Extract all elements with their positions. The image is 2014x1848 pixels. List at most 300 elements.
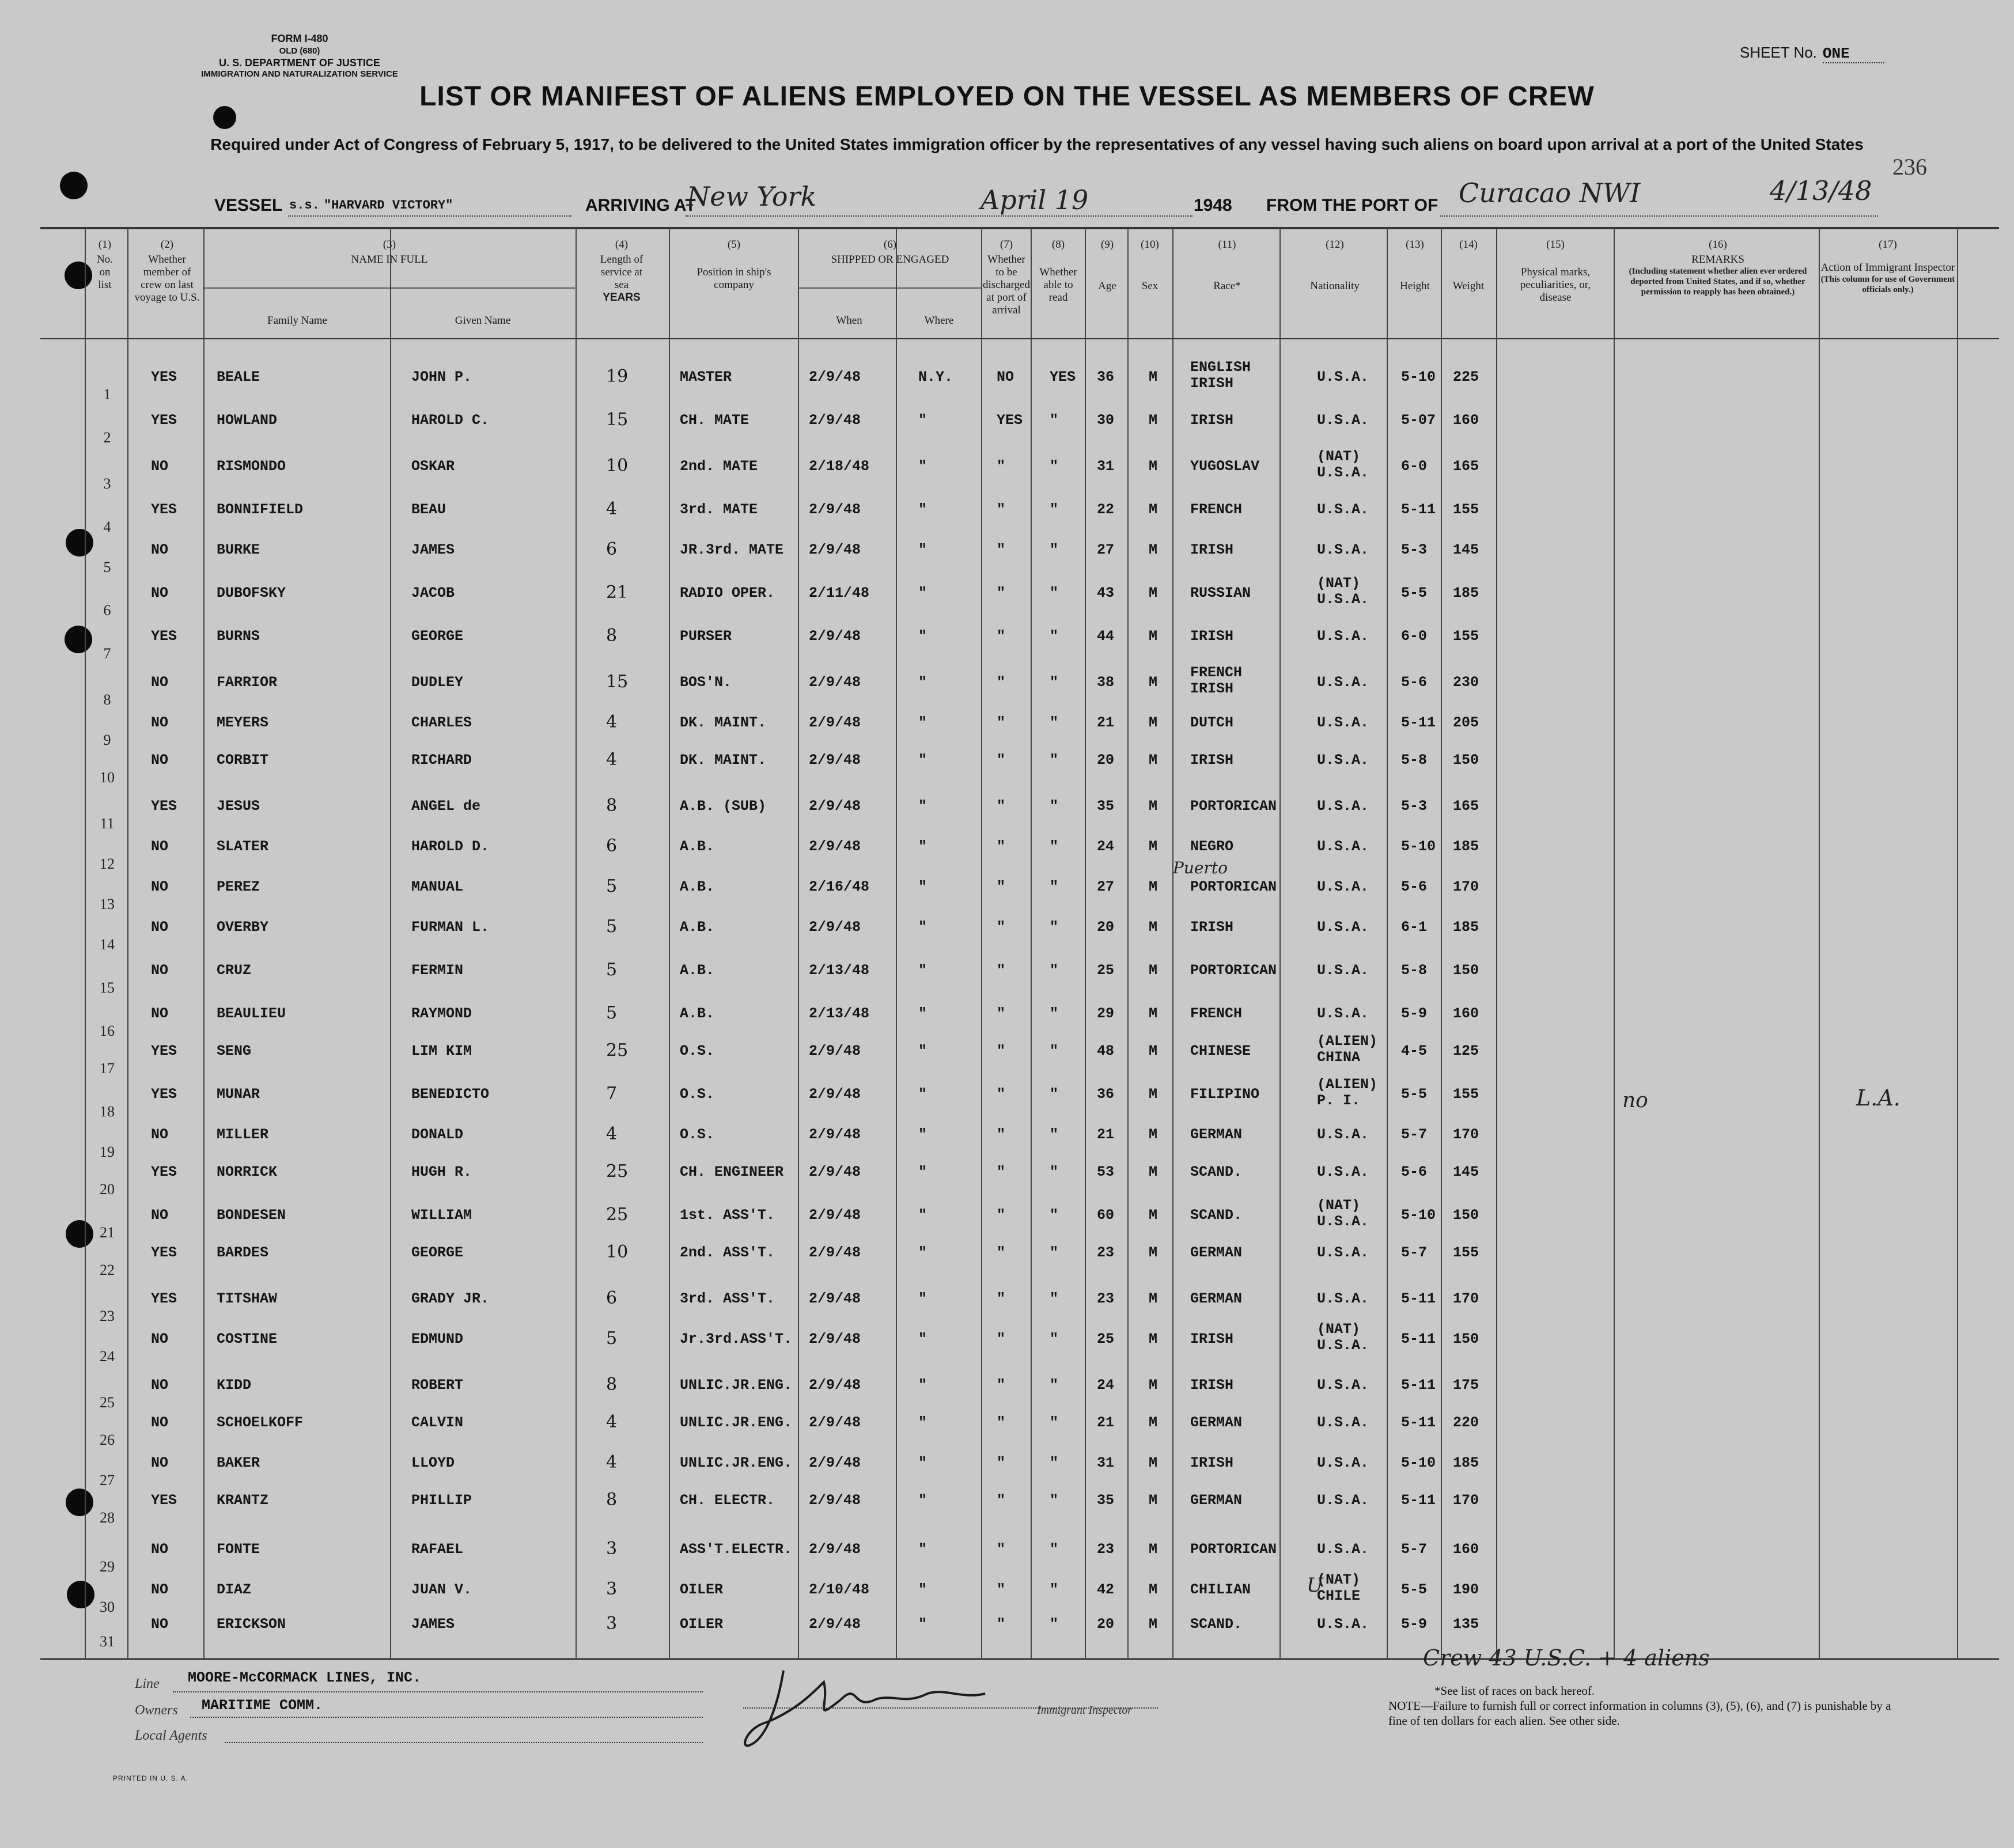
sex-cell: M (1149, 1207, 1158, 1224)
nationality-cell (1317, 1321, 1369, 1354)
shipped-when-cell: 2/9/48 (809, 674, 861, 691)
col15-label: Physical marks, peculiarities, or, disease (1520, 266, 1591, 304)
discharged-cell: " (997, 878, 1006, 895)
col9-label: Age (1098, 280, 1116, 292)
nationality-cell-line: (NAT) (1317, 1321, 1361, 1338)
position-cell: OILER (680, 1616, 724, 1633)
shipped-where-cell: " (918, 628, 928, 645)
height-cell: 5-7 (1401, 1541, 1428, 1558)
discharged-cell: " (997, 1581, 1006, 1598)
agents-dotline (225, 1742, 703, 1743)
nationality-cell: U.S.A. (1317, 674, 1369, 691)
nationality-cell-line: CHINA (1317, 1049, 1361, 1066)
nationality-cell: U.S.A. (1317, 412, 1369, 429)
age-cell: 25 (1097, 962, 1115, 979)
shipped-when-cell: 2/9/48 (809, 919, 861, 936)
col6-header (801, 238, 979, 266)
nationality-cell: U.S.A. (1317, 962, 1369, 979)
shipped-when-cell: 2/9/48 (809, 1164, 861, 1180)
weight-cell: 150 (1453, 962, 1479, 979)
position-cell: A.B. (SUB) (680, 798, 767, 815)
given-name-cell: JAMES (411, 1616, 455, 1633)
row-number: 30 (100, 1599, 115, 1615)
row-number: 27 (100, 1472, 115, 1489)
shipped-where-cell: " (918, 1331, 928, 1347)
sex-cell: M (1149, 369, 1158, 385)
age-cell: 23 (1097, 1290, 1115, 1307)
family-name-cell: JESUS (217, 798, 260, 815)
height-cell: 5-07 (1401, 412, 1436, 429)
able-to-read-cell: " (1050, 541, 1059, 558)
last-voyage-cell: NO (151, 714, 169, 731)
row-number: 3 (103, 475, 111, 492)
race-cell: FILIPINO (1190, 1086, 1260, 1103)
sex-cell: M (1149, 541, 1158, 558)
age-cell: 27 (1097, 878, 1115, 895)
race-cell: PORTORICAN (1190, 1541, 1277, 1558)
shipped-where-cell: " (918, 1244, 928, 1261)
given-name-cell: ANGEL de (411, 798, 481, 815)
row-number: 9 (103, 732, 111, 748)
row-number: 17 (100, 1060, 115, 1077)
weight-cell: 205 (1453, 714, 1479, 731)
height-cell: 5-11 (1401, 1377, 1436, 1393)
nationality-cell: U.S.A. (1317, 878, 1369, 895)
shipped-where-cell: " (918, 1290, 928, 1307)
able-to-read-cell: " (1050, 458, 1059, 475)
weight-cell: 160 (1453, 1541, 1479, 1558)
shipped-where-cell: " (918, 1005, 928, 1022)
family-name-cell: COSTINE (217, 1331, 278, 1347)
position-cell: A.B. (680, 919, 715, 936)
col17-num: (17) (1879, 238, 1897, 251)
able-to-read-cell: " (1050, 1043, 1059, 1059)
last-voyage-cell: NO (151, 1616, 169, 1633)
race-cell: PORTORICAN (1190, 798, 1277, 815)
shipped-when-cell: 2/9/48 (809, 1492, 861, 1509)
col14-num: (14) (1459, 238, 1478, 251)
col16-header (1618, 238, 1818, 297)
sex-cell: M (1149, 752, 1158, 768)
row-number: 24 (100, 1348, 115, 1365)
nationality-cell: U.S.A. (1317, 369, 1369, 385)
race-cell: GERMAN (1190, 1290, 1243, 1307)
position-cell: A.B. (680, 878, 715, 895)
age-cell: 24 (1097, 838, 1115, 855)
sex-cell: M (1149, 1492, 1158, 1509)
nationality-cell-line: P. I. (1317, 1092, 1361, 1109)
remarks-annotation-18: no (1622, 1089, 1648, 1112)
given-name-cell: RICHARD (411, 752, 472, 768)
last-voyage-cell: NO (151, 1126, 169, 1143)
row-number: 7 (103, 645, 111, 662)
inspector-label: Immigrant Inspector (1037, 1704, 1132, 1717)
row-number: 12 (100, 855, 115, 872)
discharged-cell: " (997, 714, 1006, 731)
discharged-cell: " (997, 1541, 1006, 1558)
row-number: 25 (100, 1394, 115, 1411)
arriving-dotline (686, 215, 1192, 217)
family-name-cell: HOWLAND (217, 412, 278, 429)
race-cell-line: FRENCH (1190, 664, 1243, 681)
age-cell: 23 (1097, 1244, 1115, 1261)
owners-label: Owners (135, 1703, 178, 1718)
sex-cell: M (1149, 1244, 1158, 1261)
service-years-cell: 5 (606, 960, 618, 980)
age-cell: 38 (1097, 674, 1115, 691)
col3-label: NAME IN FULL (351, 253, 428, 266)
col11-label: Race* (1213, 280, 1241, 292)
col1-label: No. on list (97, 253, 113, 291)
shipped-where-cell: " (918, 798, 928, 815)
shipped-when-cell: 2/9/48 (809, 1414, 861, 1431)
given-name-cell: RAYMOND (411, 1005, 472, 1022)
height-cell: 6-0 (1401, 458, 1428, 475)
shipped-when-cell: 2/9/48 (809, 1290, 861, 1307)
sex-cell: M (1149, 919, 1158, 936)
position-cell: JR.3rd. MATE (680, 541, 784, 558)
age-cell: 44 (1097, 628, 1115, 645)
weight-cell: 155 (1453, 501, 1479, 518)
race-cell: CHINESE (1190, 1043, 1251, 1059)
col3-num: (3) (383, 238, 396, 251)
discharged-cell: " (997, 919, 1006, 936)
family-name-cell: BONDESEN (217, 1207, 286, 1224)
service-years-cell: 3 (606, 1579, 618, 1599)
nationality-cell: U.S.A. (1317, 1414, 1369, 1431)
service-years-cell: 5 (606, 917, 618, 937)
arriving-port: New York (687, 181, 817, 212)
discharged-cell: " (997, 838, 1006, 855)
position-cell: A.B. (680, 962, 715, 979)
family-name-cell: SCHOELKOFF (217, 1414, 304, 1431)
nationality-cell: U.S.A. (1317, 1244, 1369, 1261)
race-cell: IRISH (1190, 1455, 1234, 1471)
family-name-cell: FARRIOR (217, 674, 278, 691)
position-cell: CH. MATE (680, 412, 749, 429)
row-number: 16 (100, 1023, 115, 1039)
nationality-cell (1317, 449, 1369, 481)
given-name-cell: GRADY JR. (411, 1290, 490, 1307)
age-cell: 60 (1097, 1207, 1115, 1224)
family-name-cell: BARDES (217, 1244, 269, 1261)
shipped-where-cell: N.Y. (918, 369, 953, 385)
discharged-cell: " (997, 1043, 1006, 1059)
able-to-read-cell: " (1050, 919, 1059, 936)
col1-num: (1) (98, 238, 112, 251)
sex-cell: M (1149, 1086, 1158, 1103)
shipped-when-cell: 2/18/48 (809, 458, 870, 475)
shipped-when-cell: 2/13/48 (809, 962, 870, 979)
age-cell: 20 (1097, 919, 1115, 936)
able-to-read-cell: " (1050, 1377, 1059, 1393)
shipped-when-cell: 2/9/48 (809, 501, 861, 518)
col2-num: (2) (160, 238, 174, 251)
shipped-where-cell: " (918, 1207, 928, 1224)
last-voyage-cell: NO (151, 674, 169, 691)
race-cell: IRISH (1190, 1377, 1234, 1393)
given-name-cell: GEORGE (411, 1244, 464, 1261)
puerto-annotation: Puerto (1173, 858, 1228, 877)
service-years-cell: 4 (606, 1124, 618, 1144)
row-number: 8 (103, 691, 111, 708)
discharged-cell: " (997, 1086, 1006, 1103)
height-cell: 5-3 (1401, 798, 1428, 815)
shipped-where-cell: " (918, 585, 928, 601)
position-cell: BOS'N. (680, 674, 732, 691)
col7-label: Whether to be discharged at port of arrival (983, 253, 1030, 316)
able-to-read-cell: " (1050, 1492, 1059, 1509)
department: U. S. DEPARTMENT OF JUSTICE (219, 57, 380, 69)
discharged-cell: " (997, 1414, 1006, 1431)
discharged-cell: " (997, 1207, 1006, 1224)
row-number: 20 (100, 1181, 115, 1198)
discharged-cell: " (997, 1290, 1006, 1307)
able-to-read-cell: " (1050, 1126, 1059, 1143)
age-cell: 31 (1097, 1455, 1115, 1471)
shipped-where-cell: " (918, 838, 928, 855)
remarks-annotation-17: L.A. (1856, 1085, 1901, 1111)
family-name-cell: ERICKSON (217, 1616, 286, 1633)
given-name-cell: EDMUND (411, 1331, 464, 1347)
shipped-when-cell: 2/9/48 (809, 1126, 861, 1143)
sex-cell: M (1149, 878, 1158, 895)
given-name-cell: DUDLEY (411, 674, 464, 691)
shipped-when-cell: 2/9/48 (809, 1207, 861, 1224)
height-cell: 5-10 (1401, 1207, 1436, 1224)
height-cell: 5-10 (1401, 1455, 1436, 1471)
height-cell: 5-9 (1401, 1616, 1428, 1633)
given-name-cell: DONALD (411, 1126, 464, 1143)
last-voyage-cell: YES (151, 1164, 177, 1180)
row-number: 6 (103, 602, 111, 619)
last-voyage-cell: NO (151, 919, 169, 936)
last-voyage-cell: NO (151, 1414, 169, 1431)
shipped-where-cell: " (918, 674, 928, 691)
family-name-cell: OVERBY (217, 919, 269, 936)
discharged-cell: " (997, 1616, 1006, 1633)
vessel-dotline (288, 215, 571, 217)
row-number: 11 (100, 815, 115, 832)
nationality-cell: U.S.A. (1317, 628, 1369, 645)
family-name-cell: MEYERS (217, 714, 269, 731)
able-to-read-cell: YES (1050, 369, 1076, 385)
shipped-when-cell: 2/9/48 (809, 838, 861, 855)
family-name-cell: BURKE (217, 541, 260, 558)
race-cell-line: IRISH (1190, 375, 1234, 392)
sex-cell: M (1149, 1164, 1158, 1180)
family-name-cell: BAKER (217, 1455, 260, 1471)
able-to-read-cell: " (1050, 1455, 1059, 1471)
shipped-when-cell: 2/9/48 (809, 1541, 861, 1558)
column-rules (85, 228, 1958, 1659)
sex-cell: M (1149, 1126, 1158, 1143)
col4-label: Length of service at sea (600, 253, 643, 291)
given-name-cell: FERMIN (411, 962, 464, 979)
service-years-cell: 4 (606, 1452, 618, 1472)
family-name-cell: SENG (217, 1043, 252, 1059)
position-cell: CH. ELECTR. (680, 1492, 775, 1509)
col8-num: (8) (1051, 238, 1065, 251)
col15-num: (15) (1546, 238, 1565, 251)
able-to-read-cell: " (1050, 1616, 1059, 1633)
race-cell: IRISH (1190, 919, 1234, 936)
discharged-cell: " (997, 962, 1006, 979)
service-years-cell: 6 (606, 539, 618, 559)
col12-label: Nationality (1310, 280, 1360, 292)
discharged-cell: " (997, 798, 1006, 815)
position-cell: 2nd. MATE (680, 458, 758, 475)
service-years-cell: 25 (606, 1205, 629, 1225)
age-cell: 24 (1097, 1377, 1115, 1393)
sex-cell: M (1149, 1005, 1158, 1022)
height-cell: 6-1 (1401, 919, 1428, 936)
height-cell: 5-11 (1401, 1331, 1436, 1347)
sex-cell: M (1149, 1377, 1158, 1393)
col16-num: (16) (1709, 238, 1727, 251)
race-cell: IRISH (1190, 752, 1234, 768)
weight-cell: 125 (1453, 1043, 1479, 1059)
service-years-cell: 21 (606, 582, 629, 603)
able-to-read-cell: " (1050, 501, 1059, 518)
position-cell: UNLIC.JR.ENG. (680, 1377, 793, 1393)
height-cell: 5-5 (1401, 1086, 1428, 1103)
shipped-where-cell: " (918, 1377, 928, 1393)
shipped-where-cell: " (918, 752, 928, 768)
nationality-cell-line: (ALIEN) (1317, 1033, 1378, 1050)
age-cell: 20 (1097, 1616, 1115, 1633)
age-cell: 21 (1097, 714, 1115, 731)
race-cell: GERMAN (1190, 1492, 1243, 1509)
service-years-cell: 10 (606, 1242, 629, 1262)
height-cell: 5-7 (1401, 1126, 1428, 1143)
binder-hole (66, 529, 93, 556)
service-years-cell: 3 (606, 1539, 618, 1559)
family-name-cell: KIDD (217, 1377, 252, 1393)
last-voyage-cell: NO (151, 541, 169, 558)
race-cell (1190, 665, 1242, 697)
position-cell: Jr.3rd.ASS'T. (680, 1331, 793, 1347)
row-number: 5 (103, 559, 111, 575)
last-voyage-cell: YES (151, 412, 177, 429)
given-name-cell: LIM KIM (411, 1043, 472, 1059)
row-number: 14 (100, 936, 115, 953)
shipped-when-cell: 2/13/48 (809, 1005, 870, 1022)
col9-header (1086, 238, 1128, 293)
weight-cell: 165 (1453, 458, 1479, 475)
penalty-note: NOTE—Failure to furnish full or correct information in columns (3), (5), (6), and (7) is punishable by a fine of ten dollars for each alien. See other side. (1388, 1699, 1891, 1728)
last-voyage-cell: NO (151, 838, 169, 855)
nationality-cell: U.S.A. (1317, 1005, 1369, 1022)
shipped-when-cell: 2/9/48 (809, 1377, 861, 1393)
arriving-label: ARRIVING AT (585, 196, 696, 215)
family-name-cell: DUBOFSKY (217, 585, 286, 601)
vessel-name: "HARVARD VICTORY" (324, 198, 453, 213)
race-cell: SCAND. (1190, 1616, 1243, 1633)
able-to-read-cell: " (1050, 838, 1059, 855)
shipped-when-cell: 2/9/48 (809, 798, 861, 815)
col12-header (1281, 238, 1388, 293)
given-name-cell: JUAN V. (411, 1581, 472, 1598)
position-cell: A.B. (680, 1005, 715, 1022)
service-years-cell: 5 (606, 1328, 618, 1349)
form-note (1388, 1683, 1907, 1728)
col13-header (1390, 238, 1440, 293)
shipped-when-cell: 2/9/48 (809, 628, 861, 645)
weight-cell: 155 (1453, 1244, 1479, 1261)
weight-cell: 150 (1453, 1331, 1479, 1347)
row-number: 23 (100, 1308, 115, 1324)
last-voyage-cell: NO (151, 1541, 169, 1558)
weight-cell: 170 (1453, 878, 1479, 895)
nationality-cell: U.S.A. (1317, 752, 1369, 768)
nationality-cell (1317, 575, 1369, 608)
shipped-where-cell: " (918, 919, 928, 936)
nationality-cell: U.S.A. (1317, 1455, 1369, 1471)
line-label: Line (135, 1676, 160, 1691)
binder-hole (60, 172, 88, 199)
position-cell: MASTER (680, 369, 732, 385)
family-name-cell: CORBIT (217, 752, 269, 768)
age-cell: 43 (1097, 585, 1115, 601)
given-name-cell: RAFAEL (411, 1541, 464, 1558)
weight-cell: 150 (1453, 1207, 1479, 1224)
line-value: MOORE-McCORMACK LINES, INC. (188, 1669, 422, 1686)
race-cell: GERMAN (1190, 1126, 1243, 1143)
shipped-where-cell: " (918, 412, 928, 429)
race-cell-line: IRISH (1190, 680, 1234, 697)
age-cell: 42 (1097, 1581, 1115, 1598)
nationality-cell-line: (NAT) (1317, 448, 1361, 465)
able-to-read-cell: " (1050, 1581, 1059, 1598)
row-number: 22 (100, 1262, 115, 1278)
weight-cell: 150 (1453, 752, 1479, 768)
last-voyage-cell: YES (151, 628, 177, 645)
weight-cell: 170 (1453, 1126, 1479, 1143)
form-number: FORM I-480 (271, 33, 328, 44)
col14-header (1443, 238, 1494, 293)
sex-cell: M (1149, 458, 1158, 475)
nationality-cell-line: U.S.A. (1317, 591, 1369, 608)
sex-cell: M (1149, 838, 1158, 855)
family-name-cell: TITSHAW (217, 1290, 278, 1307)
sex-cell: M (1149, 1331, 1158, 1347)
weight-cell: 155 (1453, 1086, 1479, 1103)
service-years-cell: 8 (606, 1374, 618, 1395)
service-years-cell: 5 (606, 876, 618, 896)
last-voyage-cell: YES (151, 1492, 177, 1509)
agents-label: Local Agents (135, 1728, 207, 1743)
nationality-cell (1317, 1198, 1369, 1230)
shipped-where-cell: " (918, 458, 928, 475)
age-cell: 30 (1097, 412, 1115, 429)
col6-where-header: Where (924, 315, 954, 327)
height-cell: 5-8 (1401, 752, 1428, 768)
discharged-cell: " (997, 1455, 1006, 1471)
last-voyage-cell: NO (151, 962, 169, 979)
nationality-cell-line: (NAT) (1317, 1197, 1361, 1214)
position-cell: ASS'T.ELECTR. (680, 1541, 793, 1558)
height-cell: 5-11 (1401, 1290, 1436, 1307)
last-voyage-cell: NO (151, 585, 169, 601)
nationality-cell: U.S.A. (1317, 1290, 1369, 1307)
family-name-cell: BURNS (217, 628, 260, 645)
position-cell: O.S. (680, 1043, 715, 1059)
position-cell: DK. MAINT. (680, 714, 767, 731)
position-cell: PURSER (680, 628, 732, 645)
last-voyage-cell: NO (151, 1581, 169, 1598)
position-cell: UNLIC.JR.ENG. (680, 1455, 793, 1471)
